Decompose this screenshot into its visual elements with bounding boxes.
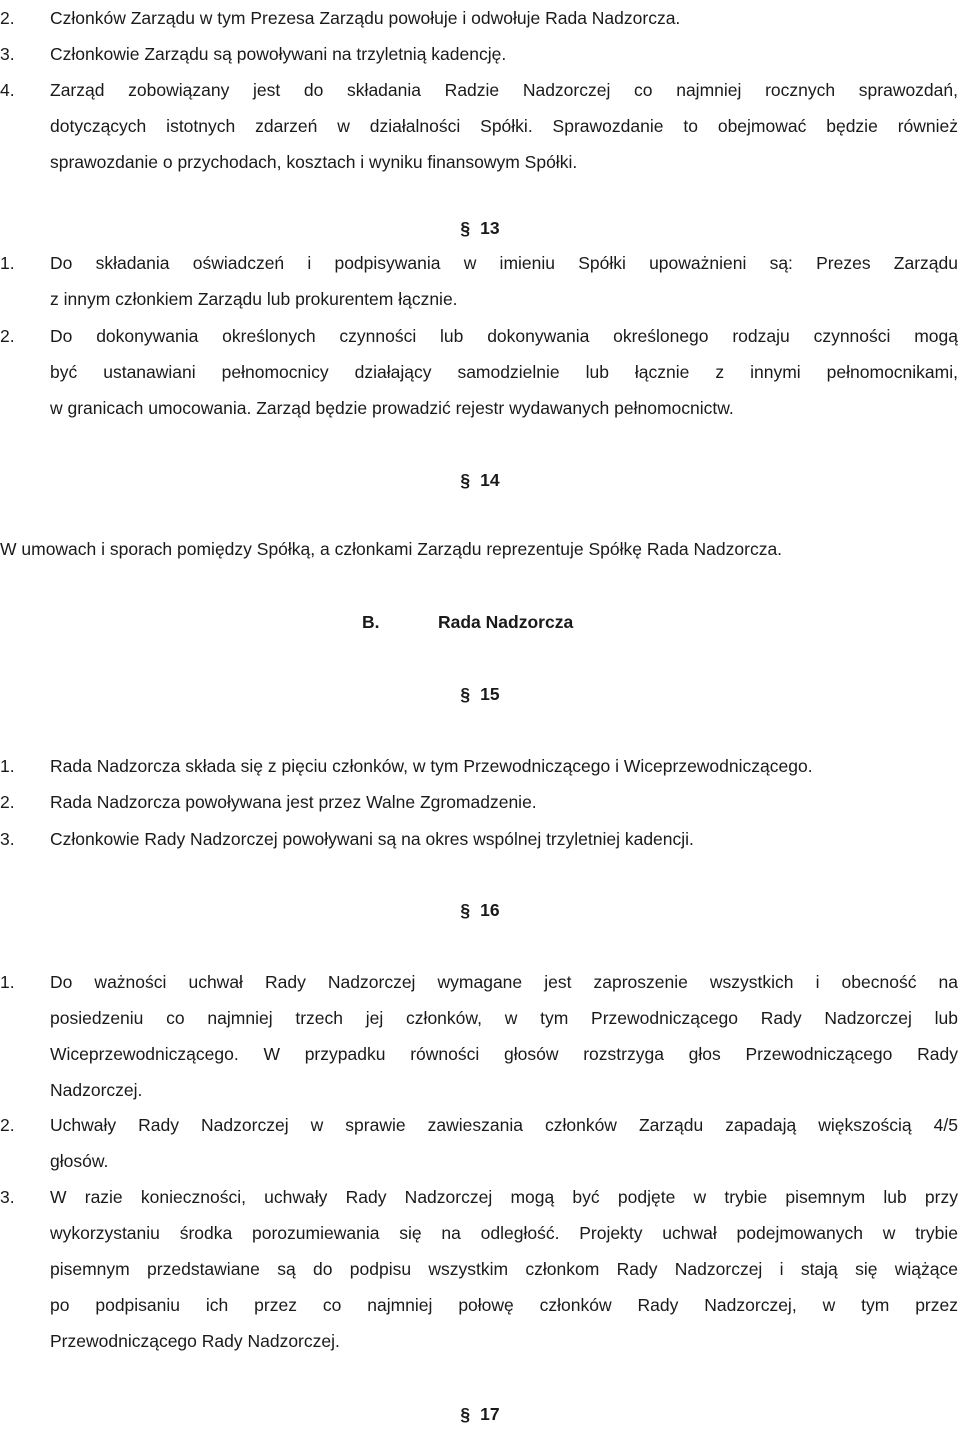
text-line: po podpisaniu ich przez co najmniej połowę członków Rady Nadzorczej, w tym przez [50, 1295, 958, 1315]
section-number: 15 [480, 684, 500, 704]
text-line: Do składania oświadczeń i podpisywania w imieniu Spółki upoważnieni są: Prezes Zarządu [50, 253, 958, 273]
item-text [50, 245, 958, 317]
section-number: 14 [480, 470, 500, 490]
subchapter-letter: B. [362, 612, 380, 632]
text-line: sprawozdanie o przychodach, kosztach i wyniku finansowym Spółki. [50, 152, 578, 172]
section-symbol: § [460, 470, 471, 490]
text-line: w granicach umocowania. Zarząd będzie prowadzić rejestr wydawanych pełnomocnictw. [50, 398, 734, 418]
item-number: 2. [0, 1115, 15, 1135]
section-heading-16 [0, 892, 960, 928]
text-line: z innym członkiem Zarządu lub prokurentem łącznie. [50, 289, 458, 309]
item-text [50, 1107, 958, 1179]
section-number: 17 [480, 1404, 500, 1424]
text-line: Do dokonywania określonych czynności lub dokonywania określonego rodzaju czynności mogą [50, 326, 958, 346]
section-heading-17 [0, 1396, 960, 1432]
text-line: Członków Zarządu w tym Prezesa Zarządu powołuje i odwołuje Rada Nadzorcza. [50, 8, 681, 28]
section-symbol: § [460, 218, 471, 238]
item-text [50, 748, 958, 784]
item-text [50, 1179, 958, 1359]
text-line: dotyczących istotnych zdarzeń w działalności Spółki. Sprawozdanie to obejmować będzie również [50, 116, 958, 136]
item-number: 4. [0, 80, 15, 100]
text-line: posiedzeniu co najmniej trzech jej członków, w tym Przewodniczącego Rady Nadzorczej lub [50, 1008, 958, 1028]
item-text [50, 964, 958, 1108]
text-line: W razie konieczności, uchwały Rady Nadzorczej mogą być podjęte w trybie pisemnym lub przy [50, 1187, 958, 1207]
item-number: 3. [0, 44, 15, 64]
item-number: 3. [0, 1187, 15, 1207]
paragraph: W umowach i sporach pomiędzy Spółką, a członkami Zarządu reprezentuje Spółkę Rada Nadzorcza. [0, 539, 783, 559]
text-line: Do ważności uchwał Rady Nadzorczej wymagane jest zaproszenie wszystkich i obecność na [50, 972, 958, 992]
item-text [50, 36, 958, 72]
text-line: głosów. [50, 1151, 109, 1171]
section-number: 16 [480, 900, 500, 920]
item-text [50, 72, 958, 180]
item-text [50, 784, 958, 820]
item-number: 2. [0, 326, 15, 346]
item-number: 1. [0, 253, 15, 273]
text-line: Rada Nadzorcza powoływana jest przez Walne Zgromadzenie. [50, 792, 537, 812]
item-number: 1. [0, 756, 15, 776]
section-heading-14 [0, 462, 960, 498]
text-line: być ustanawiani pełnomocnicy działający samodzielnie lub łącznie z innymi pełnomocnikami, [50, 362, 958, 382]
text-line: wykorzystaniu środka porozumiewania się na odległość. Projekty uchwał podejmowanych w trybie [50, 1223, 958, 1243]
text-line: pisemnym przedstawiane są do podpisu wszystkim członkom Rady Nadzorczej i stają się wiążące [50, 1259, 958, 1279]
item-text [50, 0, 958, 36]
text-line: Zarząd zobowiązany jest do składania Radzie Nadzorczej co najmniej rocznych sprawozdań, [50, 80, 958, 100]
section-number: 13 [480, 218, 500, 238]
section-symbol: § [460, 684, 471, 704]
item-text [50, 821, 958, 857]
item-number: 2. [0, 792, 15, 812]
text-line: Uchwały Rady Nadzorczej w sprawie zawieszania członków Zarządu zapadają większością 4/5 [50, 1115, 958, 1135]
text-line: Członkowie Rady Nadzorczej powoływani są na okres wspólnej trzyletniej kadencji. [50, 829, 694, 849]
item-text [50, 318, 958, 426]
section-heading-13 [0, 210, 960, 246]
section-symbol: § [460, 900, 471, 920]
item-number: 2. [0, 8, 15, 28]
text-line: Członkowie Zarządu są powoływani na trzyletnią kadencję. [50, 44, 507, 64]
section-symbol: § [460, 1404, 471, 1424]
subchapter-title: Rada Nadzorcza [438, 612, 574, 632]
item-number: 3. [0, 829, 15, 849]
text-line: Wiceprzewodniczącego. W przypadku równości głosów rozstrzyga głos Przewodniczącego Rady [50, 1044, 958, 1064]
item-number: 1. [0, 972, 15, 992]
section-heading-15 [0, 676, 960, 712]
text-line: Nadzorczej. [50, 1080, 143, 1100]
text-line: Przewodniczącego Rady Nadzorczej. [50, 1331, 340, 1351]
text-line: Rada Nadzorcza składa się z pięciu członków, w tym Przewodniczącego i Wiceprzewodniczącego. [50, 756, 813, 776]
